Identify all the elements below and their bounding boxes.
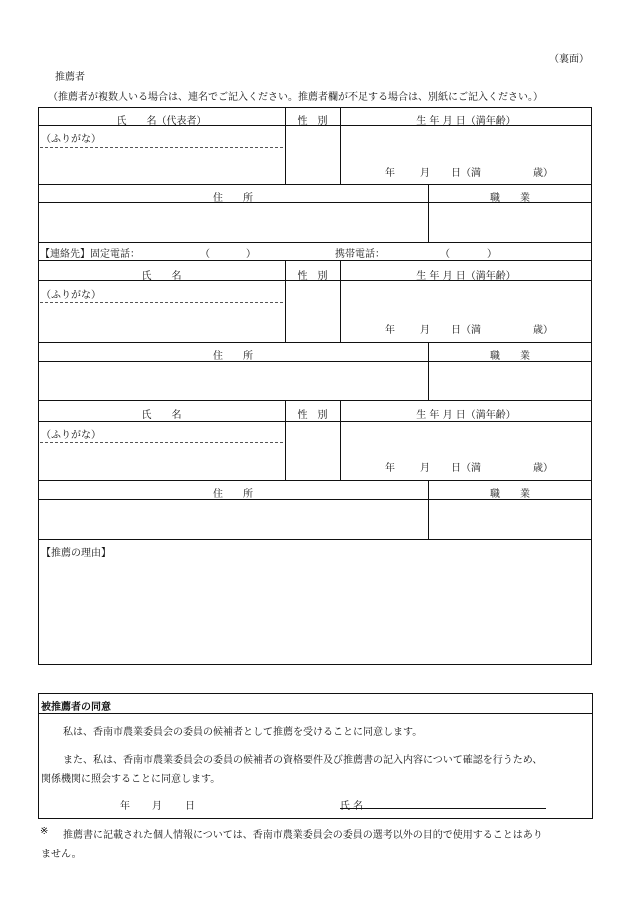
note-line2: ません。 (41, 849, 82, 860)
note-mark: ※ (40, 826, 49, 837)
mobile-label: 携帯電話： (335, 249, 385, 260)
consent-year-label: 年 (120, 801, 130, 812)
gender-header-2: 性 別 (297, 271, 328, 282)
birth-day-label: 日（満 (451, 168, 481, 179)
occupation-input-3[interactable] (430, 501, 590, 538)
furigana-label-2: （ふりがな） (41, 290, 101, 301)
address-header-3: 住 所 (213, 489, 253, 500)
consent-day-label: 日 (185, 801, 195, 812)
landline-paren-close: ） (246, 249, 256, 260)
section-title: 推薦者 (55, 72, 85, 83)
birth-header: 生 年 月 日（満年齢） (416, 116, 516, 127)
contact-label: 【連絡先】固定電話： (40, 249, 140, 260)
note-line1: 推薦書に記載された個人情報については、香南市農業委員会の委員の選考以外の目的で使用することはあり (63, 830, 543, 841)
occupation-input-1[interactable] (430, 204, 590, 241)
reason-input[interactable] (42, 560, 588, 662)
birth-day-label-3: 日（満 (451, 463, 481, 474)
mobile-paren-close: ） (487, 249, 497, 260)
birth-age-label: 歳） (533, 168, 553, 179)
furigana-label: （ふりがな） (41, 134, 101, 145)
page-side-label: （裏面） (549, 54, 589, 65)
consent-name-label: 氏 名 (340, 801, 364, 812)
occupation-input-2[interactable] (430, 363, 590, 399)
consent-line2a: また、私は、香南市農業委員会の委員の候補者の資格要件及び推薦書の記入内容について確認を行うため、 (63, 755, 543, 766)
consent-line2b: 関係機関に照会することに同意します。 (41, 774, 221, 785)
name-header-2: 氏 名 (141, 271, 182, 282)
occupation-header: 職 業 (490, 193, 530, 204)
name-input-1[interactable] (41, 149, 283, 182)
address-header: 住 所 (213, 193, 253, 204)
consent-line1: 私は、香南市農業委員会の委員の候補者として推薦を受けることに同意します。 (63, 727, 423, 738)
birth-header-3: 生 年 月 日（満年齢） (416, 410, 516, 421)
birth-month-label-2: 月 (420, 325, 430, 336)
birth-year-label-2: 年 (385, 325, 395, 336)
birth-month-label: 月 (420, 168, 430, 179)
reason-label: 【推薦の理由】 (41, 548, 111, 559)
gender-header-3: 性 別 (297, 410, 328, 421)
gender-header: 性 別 (297, 116, 328, 127)
address-input-3[interactable] (40, 501, 426, 538)
birth-year-label-3: 年 (385, 463, 395, 474)
occupation-header-3: 職 業 (490, 489, 530, 500)
address-input-2[interactable] (40, 363, 426, 399)
birth-month-label-3: 月 (420, 463, 430, 474)
name-rep-header: 氏 名（代表者） (116, 116, 207, 127)
name-input-2[interactable] (41, 304, 283, 340)
birth-day-label-2: 日（満 (451, 325, 481, 336)
name-header-3: 氏 名 (141, 410, 182, 421)
birth-age-label-3: 歳） (533, 463, 553, 474)
birth-header-2: 生 年 月 日（満年齢） (416, 271, 516, 282)
instruction-text: （推薦者が複数人いる場合は、連名でご記入ください。推薦者欄が不足する場合は、別紙にご記入ください。） (48, 92, 543, 103)
occupation-header-2: 職 業 (490, 351, 530, 362)
name-input-3[interactable] (41, 444, 283, 478)
address-input-1[interactable] (40, 204, 426, 241)
landline-paren-open: （ (200, 249, 210, 260)
birth-year-label: 年 (385, 168, 395, 179)
gender-input-1[interactable] (287, 127, 338, 182)
consent-name-input[interactable] (380, 793, 544, 807)
consent-month-label: 月 (152, 801, 162, 812)
mobile-paren-open: （ (440, 249, 450, 260)
furigana-label-3: （ふりがな） (41, 430, 101, 441)
consent-title: 被推薦者の同意 (41, 702, 111, 713)
gender-input-3[interactable] (287, 423, 338, 478)
birth-age-label-2: 歳） (533, 325, 553, 336)
gender-input-2[interactable] (287, 282, 338, 340)
address-header-2: 住 所 (213, 351, 253, 362)
